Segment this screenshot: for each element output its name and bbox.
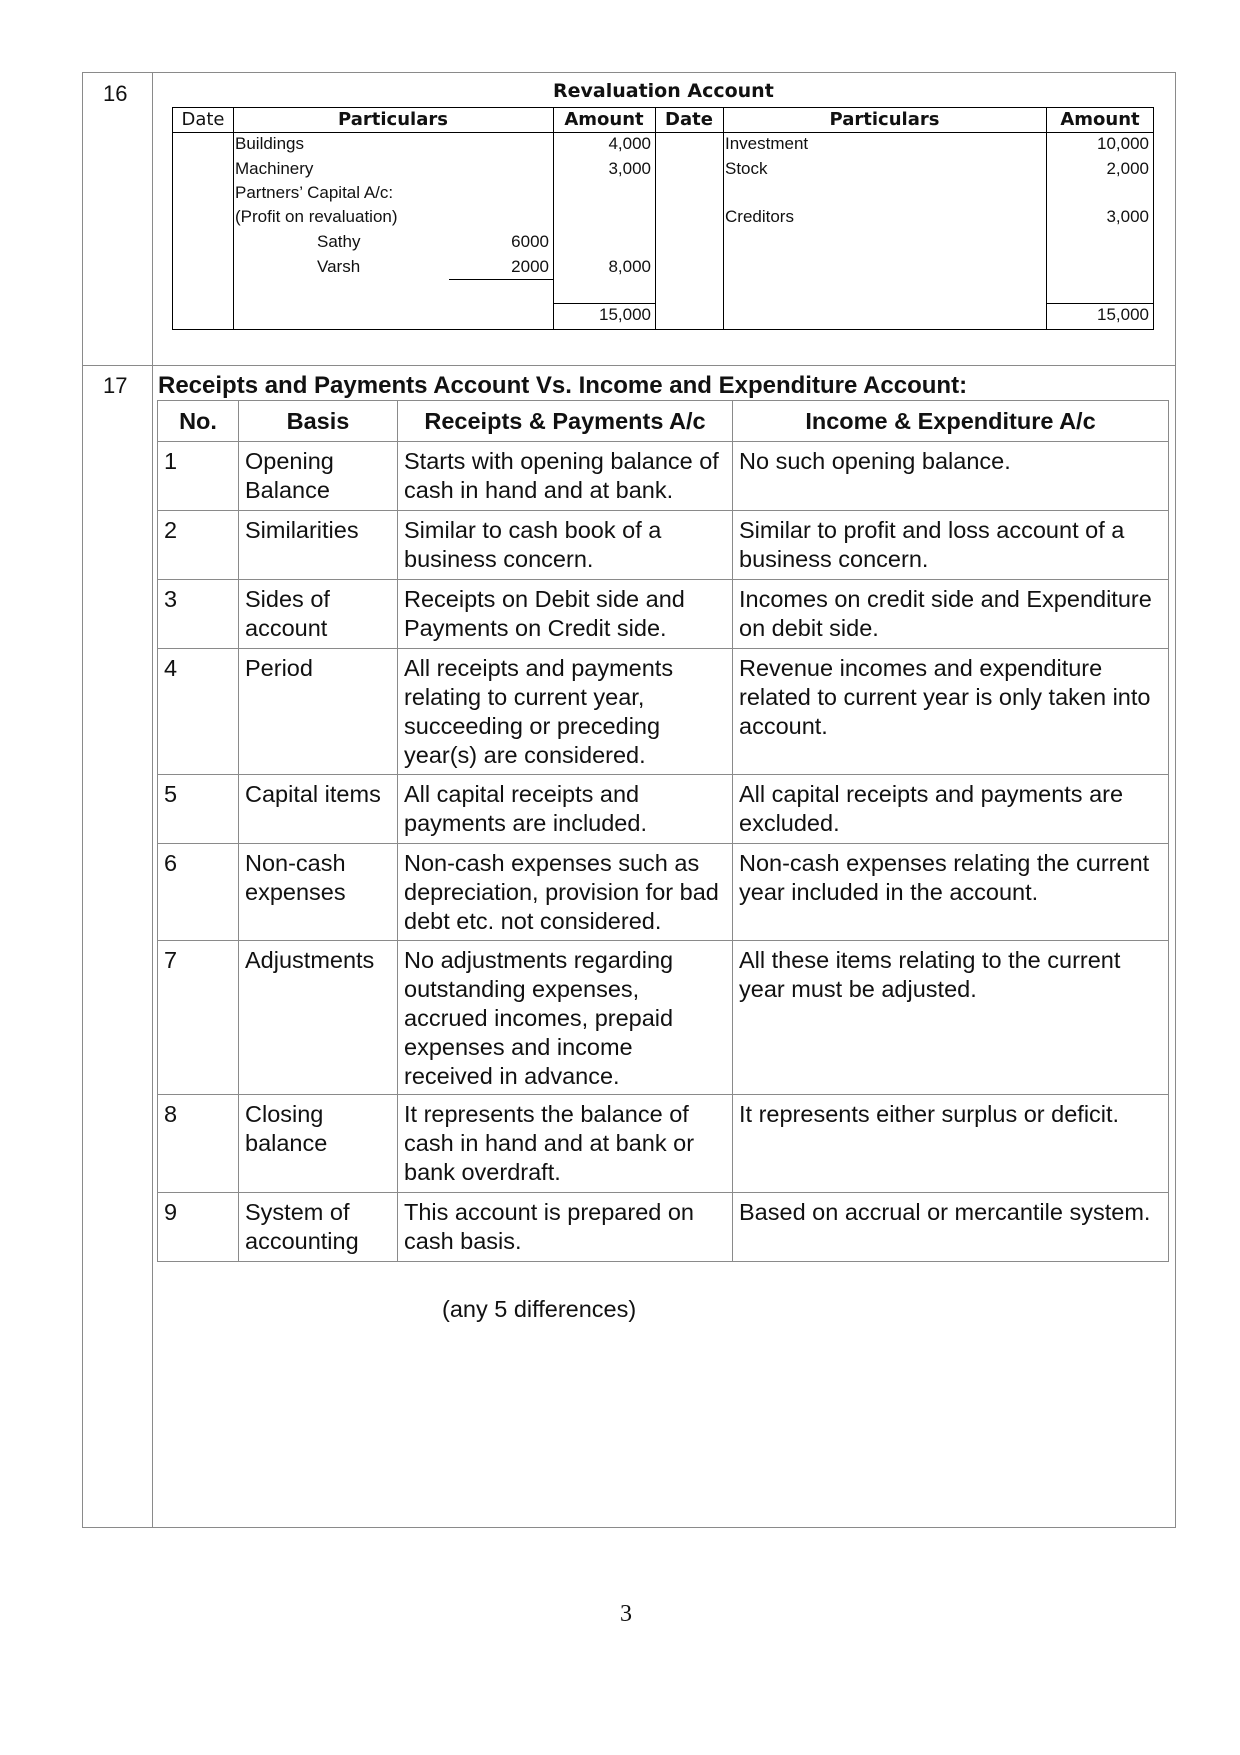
row-receipts-payments: All receipts and payments relating to current year, succeeding or preceding year(s) are considered. [398,649,733,775]
table-row [158,580,1169,649]
row-basis: Adjustments [239,941,398,1095]
credit-amount-creditors: 3,000 [1106,207,1149,226]
row-basis: Period [239,649,398,775]
revaluation-account-table [172,107,1154,330]
row-basis: Sides of account [239,580,398,649]
header-date-credit: Date [665,109,713,130]
table-row [158,844,1169,941]
table-row [158,1095,1169,1193]
table-row [158,511,1169,580]
row-number: 8 [158,1095,239,1193]
table-row [158,775,1169,844]
debit-amount-profit: 8,000 [608,257,651,276]
table-header-row [158,401,1169,442]
header-particulars-debit: Particulars [338,109,448,130]
row-receipts-payments: Receipts on Debit side and Payments on Credit side. [398,580,733,649]
row-receipts-payments: This account is prepared on cash basis. [398,1193,733,1262]
question-number-16: 16 [103,81,128,106]
row-receipts-payments: No adjustments regarding outstanding expenses, accrued incomes, prepaid expenses and income received in advance. [398,941,733,1095]
subtotal-underline [449,279,553,280]
row-basis: Closing balance [239,1095,398,1193]
question-row-divider [83,365,1175,366]
table-row [158,649,1169,775]
question-number-17: 17 [103,373,128,398]
credit-amount-investment: 10,000 [1097,134,1149,153]
column-divider [1046,108,1047,329]
header-particulars-credit: Particulars [829,109,940,130]
row-number: 6 [158,844,239,941]
partner-name-varsh: Varsh [317,257,361,276]
debit-item-buildings: Buildings [235,134,304,153]
partner-name-sathy: Sathy [317,232,361,251]
row-receipts-payments: It represents the balance of cash in hand and at bank or bank overdraft. [398,1095,733,1193]
column-divider [233,108,234,329]
row-number: 4 [158,649,239,775]
column-divider [655,108,656,329]
row-number: 2 [158,511,239,580]
table-row [158,442,1169,511]
row-income-expenditure: Similar to profit and loss account of a business concern. [733,511,1169,580]
row-receipts-payments: All capital receipts and payments are included. [398,775,733,844]
comparison-table [157,400,1169,1262]
comparison-title: Receipts and Payments Account Vs. Income and Expenditure Account: [158,372,968,399]
credit-item-creditors: Creditors [725,207,794,226]
row-number: 3 [158,580,239,649]
table-row [158,941,1169,1095]
partner-share-varsh: 2000 [511,257,549,276]
credit-total-line [1046,303,1154,304]
row-number: 1 [158,442,239,511]
row-income-expenditure: Non-cash expenses relating the current year included in the account. [733,844,1169,941]
debit-item-profit-note: (Profit on revaluation) [235,207,398,226]
row-income-expenditure: No such opening balance. [733,442,1169,511]
question-number-divider [152,73,153,1527]
row-basis: Opening Balance [239,442,398,511]
debit-item-machinery: Machinery [235,159,314,178]
debit-amount-machinery: 3,000 [608,159,651,178]
header-divider [173,132,1153,133]
header-date-debit: Date [181,109,225,130]
revaluation-account-title: Revaluation Account [553,80,774,102]
debit-item-partners-capital: Partners’ Capital A/c: [235,183,394,202]
header-no: No. [158,401,239,442]
header-amount-debit: Amount [564,109,644,130]
row-basis: Non-cash expenses [239,844,398,941]
row-income-expenditure: All capital receipts and payments are excluded. [733,775,1169,844]
row-number: 7 [158,941,239,1095]
row-income-expenditure: Revenue incomes and expenditure related to current year is only taken into account. [733,649,1169,775]
header-income-expenditure: Income & Expenditure A/c [733,401,1169,442]
header-basis: Basis [239,401,398,442]
table-row [158,1193,1169,1262]
row-basis: Similarities [239,511,398,580]
row-number: 9 [158,1193,239,1262]
credit-item-stock: Stock [725,159,768,178]
debit-amount-buildings: 4,000 [608,134,651,153]
row-income-expenditure: Based on accrual or mercantile system. [733,1193,1169,1262]
row-receipts-payments: Similar to cash book of a business concern. [398,511,733,580]
credit-amount-stock: 2,000 [1106,159,1149,178]
partner-share-sathy: 6000 [511,232,549,251]
debit-total: 15,000 [599,305,651,324]
header-receipts-payments: Receipts & Payments A/c [398,401,733,442]
row-basis: System of accounting [239,1193,398,1262]
row-basis: Capital items [239,775,398,844]
column-divider [723,108,724,329]
differences-note: (any 5 differences) [442,1296,637,1322]
header-amount-credit: Amount [1060,109,1140,130]
row-receipts-payments: Starts with opening balance of cash in hand and at bank. [398,442,733,511]
row-receipts-payments: Non-cash expenses such as depreciation, provision for bad debt etc. not considered. [398,844,733,941]
row-income-expenditure: Incomes on credit side and Expenditure on debit side. [733,580,1169,649]
credit-total: 15,000 [1097,305,1149,324]
row-income-expenditure: All these items relating to the current year must be adjusted. [733,941,1169,1095]
column-divider [553,108,554,329]
page-number: 3 [620,1601,632,1627]
row-income-expenditure: It represents either surplus or deficit. [733,1095,1169,1193]
row-number: 5 [158,775,239,844]
credit-item-investment: Investment [725,134,809,153]
debit-total-line [553,303,655,304]
